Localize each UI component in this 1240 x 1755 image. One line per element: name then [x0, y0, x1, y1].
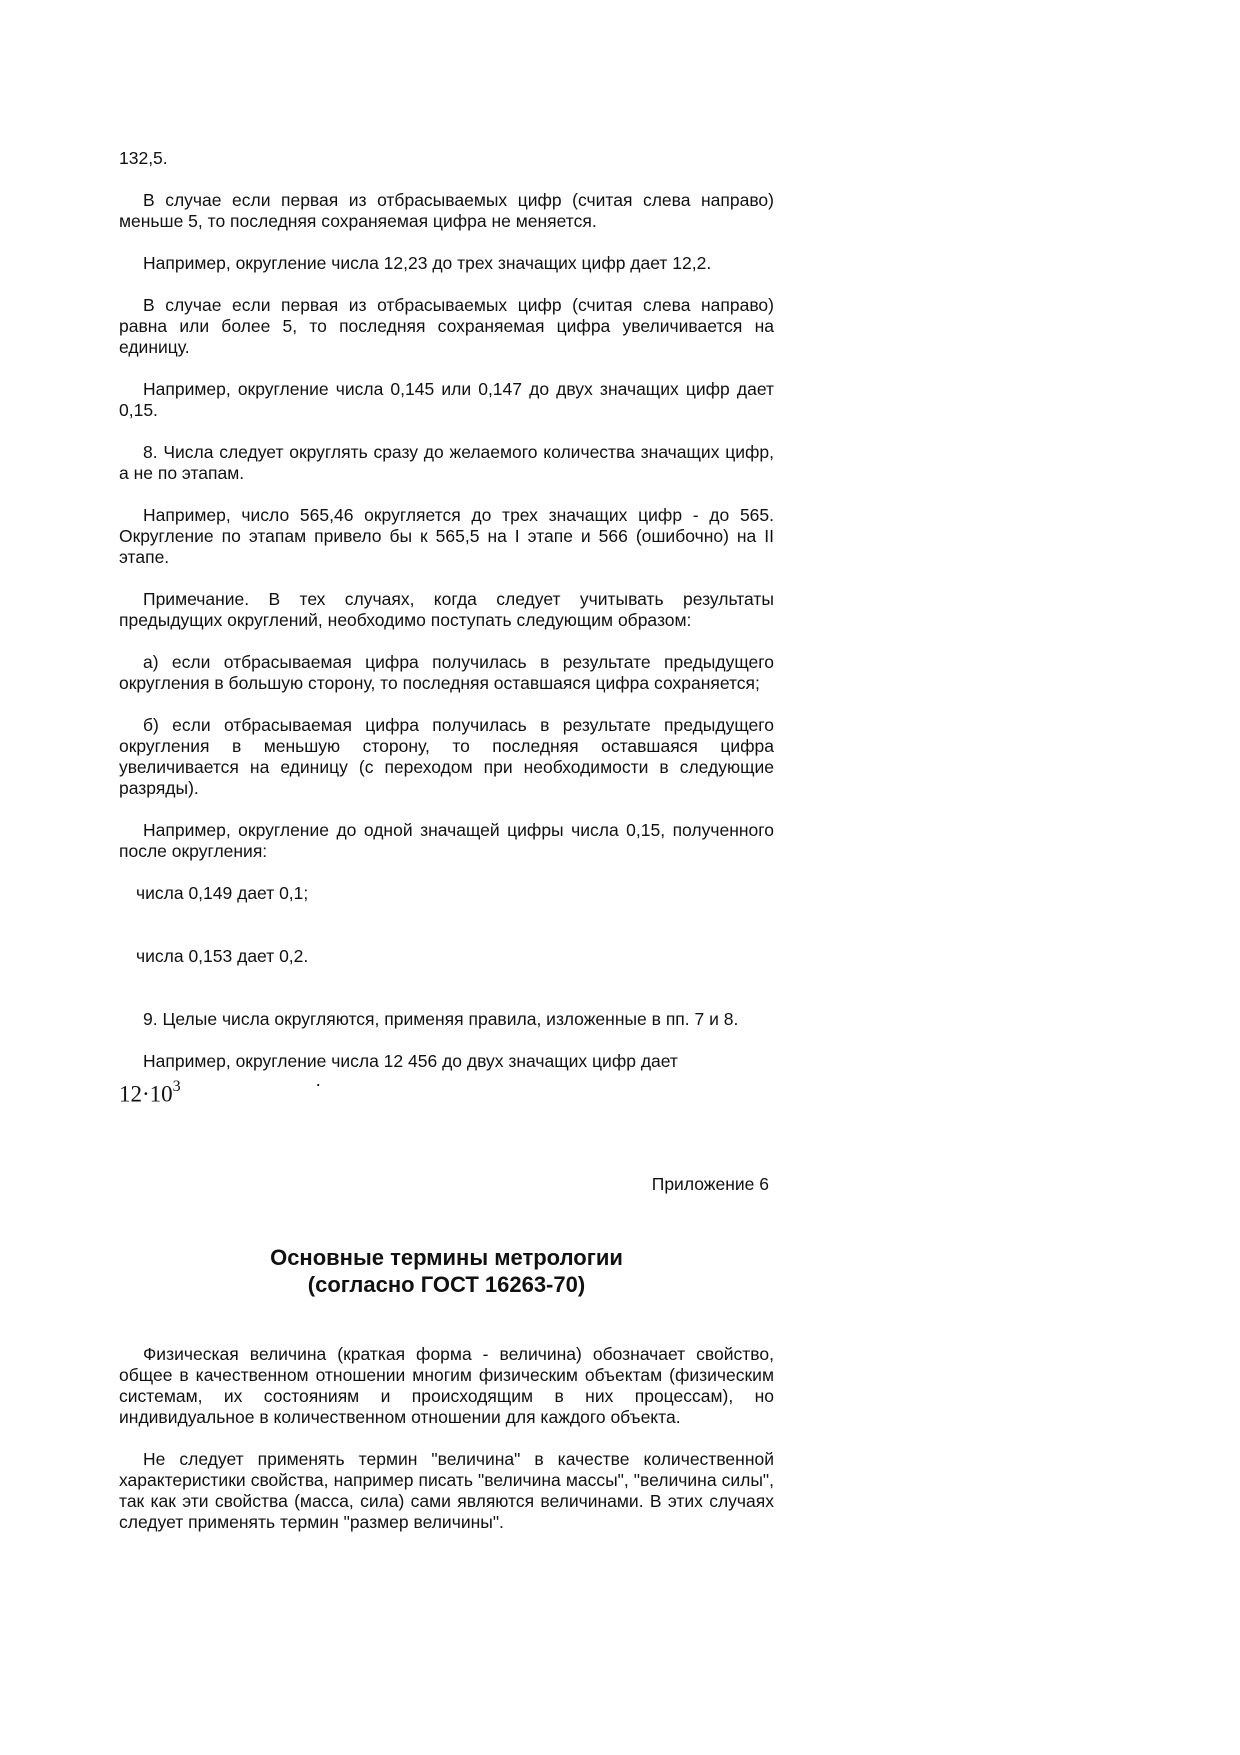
paragraph-continuation: 132,5.: [119, 148, 168, 168]
paragraph-rule-9: 9. Целые числа округляются, применяя правила, изложенные в пп. 7 и 8.: [143, 1009, 739, 1029]
section-title-line-2: (согласно ГОСТ 16263-70): [307, 1271, 586, 1297]
page-content: [119, 148, 774, 1554]
paragraph-term-usage: Не следует применять термин "величина" в качестве количественной характеристики свойства, например писать "величина массы", "величина силы", так как эти свойства (масса, сила) сами являются величинами. В этих случаях следует применять термин "размер величины".: [119, 1448, 774, 1532]
paragraph-rule-five-or-more: В случае если первая из отбрасываемых цифр (считая слева направо) равна или более 5, то последняя сохраняемая цифра увеличивается на единицу.: [119, 295, 774, 357]
appendix-label: Приложение 6: [651, 1173, 769, 1194]
paragraph-note: Примечание. В тех случаях, когда следует учитывать результаты предыдущих округлений, необходимо поступать следующим образом:: [119, 589, 774, 630]
paragraph-note-a: а) если отбрасываемая цифра получилась в результате предыдущего округления в большую сторону, то последняя оставшаяся цифра сохраняется;: [119, 652, 774, 693]
formula-exponent: 3: [172, 1078, 181, 1095]
section-title-line-1: Основные термины метрологии: [270, 1244, 623, 1270]
paragraph-example-12-23: Например, округление числа 12,23 до трех значащих цифр дает 12,2.: [143, 253, 712, 273]
paragraph-example-12-456: Например, округление числа 12 456 до двух значащих цифр дает: [143, 1051, 678, 1071]
section-title: [119, 1244, 774, 1298]
case-0-149: числа 0,149 дает 0,1;: [136, 883, 309, 903]
case-0-153: числа 0,153 дает 0,2.: [136, 946, 309, 966]
paragraph-note-b: б) если отбрасываемая цифра получилась в результате предыдущего округления в меньшую сторону, то последняя оставшаяся цифра увеличивается на единицу (с переходом при необходимости в следующие разряды).: [119, 715, 774, 798]
paragraph-rule-less-than-five: В случае если первая из отбрасываемых цифр (считая слева направо) меньше 5, то последняя сохраняемая цифра не меняется.: [119, 190, 774, 231]
paragraph-example-0-15: Например, округление до одной значащей цифры числа 0,15, полученного после округления:: [119, 820, 774, 861]
formula-base: 12·10: [119, 1081, 173, 1107]
paragraph-physical-quantity: Физическая величина (краткая форма - величина) обозначает свойство, общее в качественном отношении многим физическим объектам (физическим системам, их состояниям и происходящим в них процессам), но индивидуальное в количественном отношении для каждого объекта.: [119, 1343, 774, 1427]
formula-12-times-10-cubed: [119, 1070, 774, 1110]
paragraph-rule-8: 8. Числа следует округлять сразу до желаемого количества значащих цифр, а не по этапам.: [119, 442, 774, 483]
paragraph-example-0-145: Например, округление числа 0,145 или 0,147 до двух значащих цифр дает 0,15.: [119, 379, 774, 420]
paragraph-example-565-46: Например, число 565,46 округляется до трех значащих цифр - до 565. Округление по этапам привело бы к 565,5 на I этапе и 566 (ошибочно) на II этапе.: [119, 505, 774, 567]
formula-dot: .: [316, 1070, 321, 1090]
